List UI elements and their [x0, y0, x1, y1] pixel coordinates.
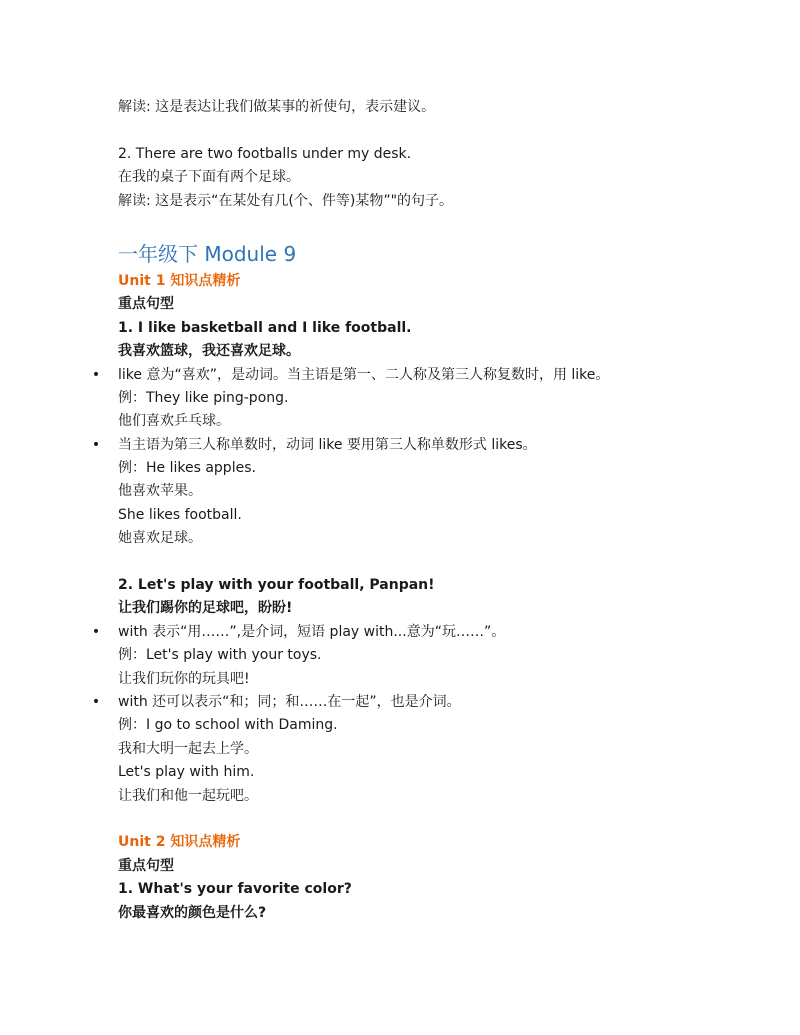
example-english: Let's play with him. — [118, 764, 255, 781]
interpretation-text: 解读: 这是表达让我们做某事的祈使句，表示建议。 — [118, 99, 436, 115]
example-english: 例：He likes apples. — [118, 460, 256, 477]
module-heading: 一年级下 Module 9 — [118, 241, 297, 266]
bullet-point — [91, 621, 758, 644]
key-sentences-label: 重点句型 — [118, 857, 174, 874]
key-sentence-english: 1. What's your favorite color? — [118, 881, 352, 898]
spacer — [118, 551, 758, 574]
example-chinese: 他喜欢苹果。 — [118, 483, 202, 500]
bullet-icon: • — [91, 623, 101, 640]
bullet-point — [91, 364, 758, 387]
key-sentence-chinese: 你最喜欢的颜色是什么? — [118, 904, 267, 921]
spacer — [118, 213, 758, 239]
example-chinese: 我和大明一起去上学。 — [118, 740, 258, 757]
spacer — [118, 808, 758, 831]
bullet-icon: • — [91, 693, 101, 710]
key-sentence-english: 1. I like basketball and I like football. — [118, 319, 412, 336]
key-sentence-chinese: 让我们踢你的足球吧，盼盼! — [118, 600, 293, 617]
bullet-point — [91, 434, 758, 457]
bullet-text: 当主语为第三人称单数时，动词 like 要用第三人称单数形式 likes。 — [118, 436, 537, 453]
example-chinese: 让我们玩你的玩具吧! — [118, 670, 250, 687]
bullet-text: with 还可以表示“和；同；和……在一起”，也是介词。 — [118, 693, 461, 710]
key-sentence-english: 2. Let's play with your football, Panpan! — [118, 577, 435, 594]
interpretation-text: 解读: 这是表示“在某处有几(个、件等)某物”"的句子。 — [118, 192, 454, 209]
example-english: She likes football. — [118, 506, 242, 523]
example-sentence-english: 2. There are two footballs under my desk. — [118, 145, 412, 162]
unit-2-title: Unit 2 知识点精析 — [118, 834, 241, 851]
bullet-point — [91, 691, 758, 714]
example-chinese: 他们喜欢乒乓球。 — [118, 413, 230, 430]
example-english: 例：Let's play with your toys. — [118, 647, 322, 664]
bullet-text: like 意为“喜欢”，是动词。当主语是第一、二人称及第三人称复数时，用 like。 — [118, 366, 610, 383]
example-english: 例：I go to school with Daming. — [118, 717, 338, 734]
unit-1-title: Unit 1 知识点精析 — [118, 272, 241, 289]
spacer — [118, 119, 758, 142]
key-sentence-chinese: 我喜欢篮球，我还喜欢足球。 — [118, 343, 300, 360]
bullet-icon: • — [91, 366, 101, 383]
document-page — [91, 96, 758, 925]
example-english: 例：They like ping-pong. — [118, 389, 289, 406]
example-sentence-chinese: 在我的桌子下面有两个足球。 — [118, 169, 300, 186]
bullet-icon: • — [91, 436, 101, 453]
key-sentences-label: 重点句型 — [118, 296, 174, 313]
example-chinese: 她喜欢足球。 — [118, 530, 202, 547]
bullet-text: with 表示“用……”,是介词，短语 play with...意为“玩……”。 — [118, 623, 506, 640]
example-chinese: 让我们和他一起玩吧。 — [118, 787, 258, 804]
